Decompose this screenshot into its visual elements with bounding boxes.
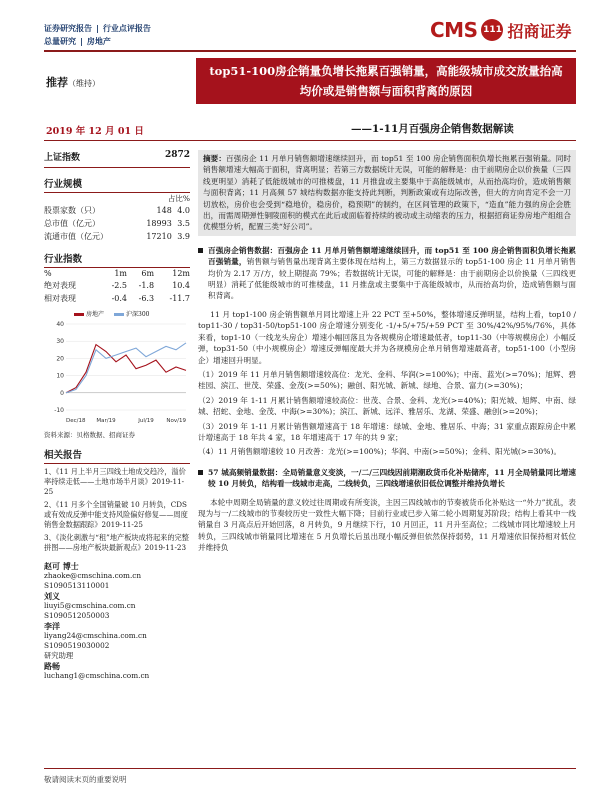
table-row: [44, 292, 190, 305]
body-paragraph: 本轮中周期全局销量的意义较过往周期或有所变淡，主因三四线城市的节奏被货币化补贴这一“外力”扰乱，表现为与一/二线城市的节奏较历史一致性大幅下降；目前行业或已步入第二轮小周期复苏阶段；结构上看其中一线销量自 3 月高点后开始回落，8 月转负，9 月继续下行，10 月回正，11 月升至高位；二线城市同比增速较上月转负，三四线城市销量同比增速在 5 月负增长后虽出现小幅反弹但依然保持弱势，11 月增速依旧保持相对低位并维持负: [198, 497, 576, 553]
analyst-email[interactable]: zhaoke@cmschina.com.cn: [44, 571, 142, 580]
y-tick-label: 30: [56, 338, 64, 346]
scale-label: 总市值（亿元）: [44, 219, 100, 228]
bullet-lead: 百强房企销售数据：百强房企 11 月单月销售额增速继续回升，而 top51 至 100 房企销售面积负增长拖累百强销量，: [208, 245, 576, 267]
header-report-kind: 行业点评报告: [102, 24, 151, 33]
chart-source: 资料来源：贝格数据、招商证券: [44, 431, 135, 439]
list-item: （2）2019 年 1-11 月累计销售额增速较高位：世茂、合景、金科、龙光(>=40%)；阳光城、旭辉、中南、绿城、招蛇、金地、金茂、中海(>=30%)；滨江、新城、远洋、雅居乐、龙湖、荣盛、融创(>=20%)；: [198, 395, 576, 417]
analyst-list: [44, 561, 190, 681]
header-sector: 房地产: [86, 37, 111, 46]
legend-item: [74, 309, 104, 318]
table-header-row: [44, 268, 190, 279]
bullet-square-icon: [198, 248, 203, 253]
scale-table: [44, 204, 190, 243]
legend-label: 房地产: [86, 311, 105, 318]
footer-divider: [44, 768, 576, 769]
scale-value: 18993: [146, 219, 172, 228]
list-item: （4）11 月销售额增速较 10 月改善：龙光(>=100%)；华润、中南(>=50%)；金科、阳光城(>=30%)。: [198, 447, 562, 457]
sidebar: [44, 150, 190, 681]
bullet-section-1: [198, 245, 576, 302]
x-tick-label: Dec/18: [66, 418, 86, 424]
header-category: [44, 22, 151, 48]
analyst-name: 李洋: [44, 621, 60, 631]
analyst-name: 路畅: [44, 661, 60, 671]
analyst-code: S1090519030002: [44, 641, 110, 650]
analyst-entry: [44, 661, 190, 681]
legend-swatch: [114, 313, 124, 316]
x-tick-label: Nov/19: [166, 418, 186, 424]
y-tick-label: 40: [56, 321, 64, 328]
legend-label: 沪深300: [126, 311, 150, 318]
perf-value: -1.8: [138, 281, 155, 290]
bullet-lead: 57 城高频销量数据：全局销量意义变淡，一/二/三四线因前期潮政货币化补贴储库，11 月全局销量同比增速较 10 月转负，结构看一线城市走高，二线转负，三四线增速依旧低位调整并维持负增长: [208, 467, 576, 489]
index-chart: [44, 309, 190, 428]
abstract-text: 百强房企 11 月单月销售额增速继续回升，而 top51 至 100 房企销售面积负增长拖累百强销量。同时销售额增速大幅高于面积，背离明显；若第三方数据统计无误，可能的解释是：由于前期房企以价换量（三四线更明显）消耗了低能级城市的可推楼盘，11 月推盘或主要集中于高能级城市，从而抬高均价，造成销售额与面积背离；11 月高频 57 城结构数据亦能支持此判断，判断政策或有边际改善，但大的方向肯定不会一刀切放松，房价也会受到“稳地价，稳房价，稳预期”的制约，在区间管理的政策下，“造血”能力强的房企会胜出，而需周期弹性铜陵面积的模式在此后或面临着持续的被动或主动缩表的压力，根据招商证券房地产组组合优模型分析，配置三类“好公司”。: [203, 154, 571, 232]
related-item[interactable]: 1、《11 月上半月三四线土地成交趋冷，溢价率持续走低——土地市场半月谈》2019-11-25: [44, 467, 186, 496]
legend-swatch: [74, 313, 84, 316]
perf-header-cell: 1m: [114, 269, 128, 278]
related-list: [44, 467, 190, 553]
logo-cn-text: 招商证券: [507, 21, 572, 41]
related-item[interactable]: 2、《11 月多个全国销量破 10 月转负，CDS 或有效成反弹中能支持风险偏好修复——周度销售金数据跟踪》2019-11-25: [44, 500, 188, 529]
perf-title: 行业指数: [44, 251, 190, 268]
x-tick-label: Mar/19: [96, 418, 116, 424]
report-date: 2019 年 12 月 01 日: [46, 126, 144, 137]
series-line-1: [66, 343, 186, 393]
abstract-box: [198, 150, 576, 236]
company-logo: [430, 18, 572, 42]
analyst-entry: [44, 621, 190, 651]
list-item: （1）2019 年 11 月单月销售额增速较高位：龙光、金科、华润(>=100%)；中南、蓝光(>=70%)；旭辉、碧桂园、滨江、世茂、荣盛、金茂(>=50%)；融创、阳光城、新城、绿地、合景、富力(>=30%)；: [198, 369, 576, 391]
perf-table: [44, 268, 190, 305]
chart-legend: [44, 309, 190, 318]
scale-pct: 3.9: [177, 232, 190, 241]
logo-badge: 111: [481, 19, 503, 41]
analyst-code: S1090512050003: [44, 611, 110, 620]
scale-label: 股票家数（只）: [44, 206, 100, 215]
rating: [46, 74, 100, 90]
perf-value: -11.7: [169, 294, 190, 303]
perf-header-cell: 12m: [172, 269, 190, 278]
scale-value: 17210: [146, 232, 172, 241]
index-value: 2872: [164, 150, 190, 160]
perf-header-cell: 6m: [141, 269, 155, 278]
table-row: [44, 279, 190, 292]
logo-cms: CMS: [430, 18, 478, 42]
analyst-entry: [44, 591, 190, 621]
scale-label: 流通市值（亿元）: [44, 232, 108, 241]
analyst-entry: [44, 561, 190, 591]
analyst-name: 刘义: [44, 591, 60, 601]
body-paragraph: 11 月 top1-100 房企销售额单月同比增速上升 22 PCT 至+50%，整体增速反弹明显，结构上看，top10 / top11-30 / top31-50/top51-100 房企增速分别变化 -1/+5/+75/+59 PCT 至 30%/42%/95%/76%，具体来看，top1-10（一线龙头房企）增速小幅回落且为各规模房企增速最低者，top11-30（中等规模房企）小幅反弹，top31-50（中小规模房企）增速反弹幅度最大并为各规模房企单月销售增速最高者，top51-100（小型房企）增速回升明显。: [198, 309, 576, 365]
bullet-section-2: [198, 467, 576, 490]
header-divider: [44, 50, 576, 52]
perf-value: -0.4: [111, 294, 128, 303]
perf-label: 相对表现: [44, 294, 76, 303]
analyst-code: S1090513110001: [44, 581, 110, 590]
table-row: [44, 217, 190, 230]
scale-pct: 3.5: [177, 219, 190, 228]
header-separator: |: [80, 37, 83, 46]
analyst-email[interactable]: luchang1@cmschina.com.cn: [44, 671, 150, 680]
report-subtitle: ——1-11月百强房企销售数据解读: [351, 123, 514, 135]
pct-header: 占比%: [167, 194, 190, 203]
y-tick-label: 20: [56, 355, 64, 363]
table-row: [44, 230, 190, 243]
y-tick-label: -10: [54, 407, 64, 414]
perf-value: -2.5: [111, 281, 128, 290]
table-row: [44, 204, 190, 217]
y-tick-label: 0: [60, 389, 64, 397]
related-title: 相关报告: [44, 447, 190, 464]
report-title: top51-100房企销量负增长拖累百强销量，高能级城市成交放量抬高均价或是销售额与面积背离的原因: [196, 58, 576, 104]
rating-sub: （维持）: [68, 79, 100, 88]
scale-value: 148: [156, 206, 172, 215]
title-divider: [44, 140, 576, 141]
header-research-type: 总量研究: [44, 37, 76, 46]
header-report-type: 证券研究报告: [44, 24, 92, 33]
analyst-name: 赵可 博士: [44, 561, 79, 571]
y-tick-label: 10: [56, 372, 64, 380]
perf-value: 10.4: [172, 281, 190, 290]
perf-label: 绝对表现: [44, 281, 76, 290]
bullet-text: 销售额与销售量出现背离主要体现在结构上，第三方数据显示的 top51-100 房企 11 月单月销售均价为 2.17 万/方，较上期提高 79%；若数据统计无误，可能的解释是：由于前期房企以价换量（三四线更明显）消耗了低能级城市的可推楼盘，11 月推盘或主要集中于高能级城市，从而抬高均价，造成销售额与面积背离。: [208, 257, 576, 301]
related-item[interactable]: 3、《淡化刺激与“租”地产板块成将起来的完整拼图——房地产板块最新观点》2019-11-23: [44, 533, 189, 552]
analyst-entry: [44, 651, 190, 661]
perf-header-cell: %: [44, 269, 52, 278]
x-tick-label: Jul/19: [138, 418, 154, 424]
bullet-square-icon: [198, 470, 203, 475]
analyst-email[interactable]: liyang24@cmschina.com.cn: [44, 631, 147, 640]
abstract-lead: 摘要：: [203, 154, 227, 163]
list-item: （3）2019 年 1-11 月累计销售额增速高于 18 年增速：绿城、金地、雅居乐、中海；31 家重点跟踪房企中累计增速高于 18 年共 4 家，18 年增速高于 17 年的共 9 家；: [198, 421, 576, 442]
legend-item: [114, 309, 149, 318]
perf-value: -6.3: [138, 294, 155, 303]
index-label: 上证指数: [44, 153, 81, 163]
header-separator: |: [96, 24, 99, 33]
industry-scale-title: 行业规模: [44, 176, 190, 193]
analyst-email[interactable]: liuyi5@cmschina.com.cn: [44, 601, 136, 610]
index-row: [44, 150, 190, 168]
assistant-title: 研究助理: [44, 651, 74, 660]
line-chart-svg: [44, 318, 190, 426]
rating-label: 推荐: [46, 76, 68, 89]
main-content: [198, 150, 576, 554]
footer-note: 敬请阅读末页的重要说明: [44, 775, 127, 784]
scale-pct: 4.0: [177, 206, 190, 215]
